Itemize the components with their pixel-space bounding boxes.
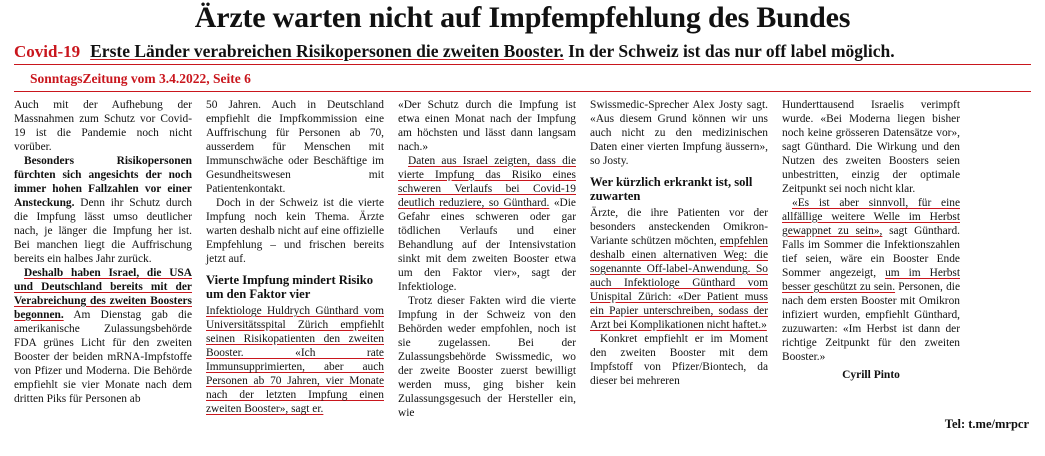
kicker-row xyxy=(14,42,1031,65)
kicker-label: Covid-19 xyxy=(14,41,81,61)
subdeck-rest: In der Schweiz ist das nur off label möglich. xyxy=(563,40,895,61)
subheading: Wer kürzlich erkrankt ist, soll zuwarten xyxy=(590,174,753,203)
source-line: SonntagsZeitung vom 3.4.2022, Seite 6 xyxy=(30,70,251,86)
page-title: Ärzte warten nicht auf Impfempfehlung des Bundes xyxy=(194,1,851,34)
column-2 xyxy=(206,98,384,417)
divider-rule xyxy=(14,91,1031,92)
paragraph: Auch mit der Aufhebung der Massnahmen zum Schutz vor Covid-19 ist die Pandemie noch nicht vorüber. xyxy=(14,98,192,153)
paragraph: Swissmedic-Sprecher Alex Josty sagt. «Aus diesem Grund können wir uns auch nicht zu den medizinischen Daten einer vierten Impfung äussern», so Josty. xyxy=(590,98,768,167)
paragraph: Konkret empfiehlt er im Moment den zweiten Booster mit dem Impfstoff von Pfizer/Biontech, da dieser bei mehreren xyxy=(590,332,768,387)
paragraph: Trotz dieser Fakten wird die vierte Impfung in der Schweiz von den Behörden weder empfohlen, noch ist sie zugelassen. Bei der Zulassungsbehörde Swissmedic, wo der zweite Booster zuerst bewilligt werden muss, ging bisher kein Zulassungsgesuch der Hersteller ein, wie xyxy=(398,294,576,419)
highlight-underline: Infektiologe Huldrych Günthard vom Universitätsspital Zürich empfiehlt seinen Risikopatienten den zweiten Booster. «Ich rate Immunsupprimierten, aber auch Personen ab 70 Jahren, vier Monate nach der letzten Impfung einen zweiten Booster», sagt er. xyxy=(206,304,384,415)
highlight-underline: «Es ist aber sinnvoll, für eine allfällige weitere Welle im Herbst gewappnet zu sein», xyxy=(782,196,960,237)
paragraph: «Der Schutz durch die Impfung ist etwa einen Monat nach der Impfung am höchsten und lässt dann langsam nach.» xyxy=(398,98,576,153)
column-1 xyxy=(14,98,192,406)
paragraph: Hunderttausend Israelis verimpft wurde. «Bei Moderna liegen bisher noch keine grösseren Datensätze vor», sagt Günthard. Die Wirkung und den Nutzen des zweiten Boosters seien unbestritten, einzig der optimale Zeitpunkt sei noch nicht klar. xyxy=(782,98,960,195)
highlight-underline: Deshalb haben Israel, die USA und Deutschland bereits mit der Verabreichung des zweiten Boosters begonnen. xyxy=(14,266,192,321)
telegram-handle: Tel: t.me/mrpcr xyxy=(944,417,1029,431)
paragraph: Ärzte, die ihre Patienten vor der besonders ansteckenden Omikron-Variante schützen möchten, empfehlen deshalb einen alternativen Weg: die sogenannte Off-label-Anwendung. So auch Infektiologe Günthard vom Unispital Zürich: «Der Patient muss ein Papier unterschreiben, sodass der Arzt bei Komplikationen nicht haftet.» xyxy=(590,206,768,331)
paragraph: «Es ist aber sinnvoll, für eine allfällige weitere Welle im Herbst gewappnet zu sein», sagt Günthard. Falls im Sommer die Infektionszahlen tief seien, wäre ein Booster Ende Sommer angezeigt, um im Herbst besser geschützt zu sein. Personen, die nach dem ersten Booster mit Omikron infiziert wurden, empfiehlt Günthard, zuzuwarten: «Im Herbst ist dann der richtige Zeitpunkt für den zweiten Booster.» xyxy=(782,196,960,363)
paragraph xyxy=(206,304,384,416)
column-4 xyxy=(590,98,768,388)
highlight-underline: Daten aus Israel zeigten, dass die vierte Impfung das Risiko eines schweren Verlaufs bei Covid-19 deutlich reduziere, so Günthard. xyxy=(398,154,576,209)
paragraph: Besonders Risikopersonen fürchten sich angesichts der noch immer hohen Fallzahlen vor einer Ansteckung. Denn ihr Schutz durch die Impfung lässt umso deutlicher nach, je länger die Impfung her ist. Bei manchen liegt die Auffrischung bereits ein halbes Jahr zurück. xyxy=(14,154,192,265)
highlight-underline-2: um im Herbst besser geschützt zu sein. xyxy=(782,266,960,293)
highlight-underline: empfehlen deshalb einen alternativen Weg: die sogenannte Off-label-Anwendung. So auch Infektiologe Günthard vom Unispital Zürich: «Der Patient muss ein Papier unterschreiben, sodass der Arzt bei Komplikationen nicht haftet.» xyxy=(590,234,768,331)
paragraph: Deshalb haben Israel, die USA und Deutschland bereits mit der Verabreichung des zweiten Boosters begonnen. Am Dienstag gab die amerikanische Zulassungsbehörde FDA grünes Licht für den zweiten Booster der beiden mRNA-Impfstoffe von Pfizer und Moderna. Die Behörde empfiehlt sie vier Monate nach dem dritten Piks für Personen ab xyxy=(14,266,192,405)
emphasis-bold: Besonders Risikopersonen fürchten sich angesichts der noch immer hohen Fallzahlen vor einer Ansteckung. xyxy=(14,154,192,209)
byline: Cyrill Pinto xyxy=(842,368,900,381)
paragraph: Doch in der Schweiz ist die vierte Impfung noch kein Thema. Ärzte warten deshalb nicht auf eine offizielle Empfehlung – und frischen bereits jetzt auf. xyxy=(206,196,384,265)
paragraph: Daten aus Israel zeigten, dass die vierte Impfung das Risiko eines schweren Verlaufs bei Covid-19 deutlich reduziere, so Günthard. «Die Gefahr eines schweren oder gar tödlichen Verlaufs und einer Behandlung auf der Intensivstation sinkt mit dem zweiten Booster etwa um den Faktor vier», sagt der Infektiologe. xyxy=(398,154,576,293)
column-5 xyxy=(782,98,960,382)
subdeck-underlined: Erste Länder verabreichen Risikopersonen die zweiten Booster. xyxy=(90,40,564,61)
article-columns xyxy=(14,98,1031,420)
subheading: Vierte Impfung mindert Risiko um den Faktor vier xyxy=(206,272,374,301)
paragraph: 50 Jahren. Auch in Deutschland empfiehlt die Impfkommission eine Auffrischung für Personen ab 70, ausserdem für Menschen mit Immunschwäche oder Beschäftige im Gesundheitswesen mit Patientenkontakt. xyxy=(206,98,384,195)
column-3 xyxy=(398,98,576,420)
newspaper-page xyxy=(0,2,1045,456)
subdeck xyxy=(90,42,895,62)
